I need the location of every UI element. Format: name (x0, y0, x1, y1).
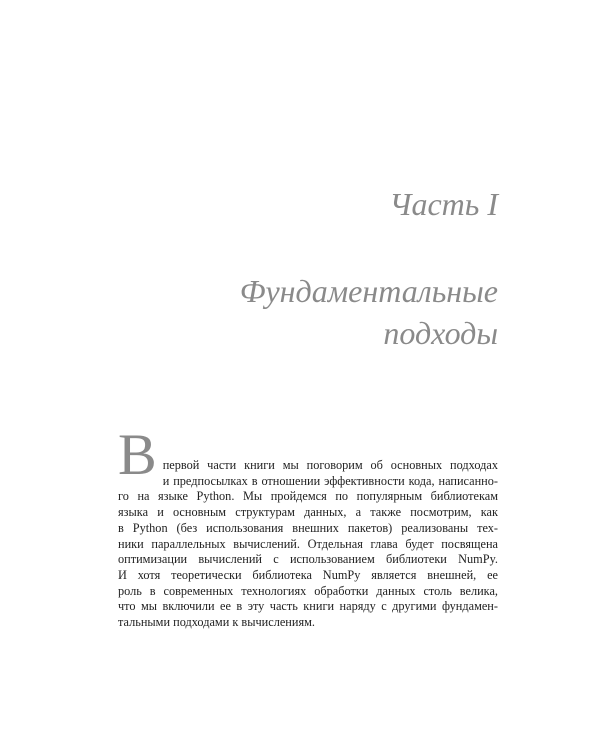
part-title-line: подходы (383, 315, 498, 351)
drop-cap: В (118, 422, 157, 487)
intro-line: роль в современных технологиях обработки данных столь велика, (118, 583, 498, 598)
intro-line: ники параллельных вычислений. Отдельная глава будет посвящена (118, 536, 498, 551)
intro-line: оптимизации вычислений с использованием библиотеки NumPy. (118, 552, 498, 567)
intro-line: и предпосылках в отношении эффективности кода, написанно- (162, 473, 498, 488)
part-title (240, 270, 498, 354)
intro-line: И хотя теоретически библиотека NumPy является внешней, ее (118, 567, 498, 582)
intro-line: тальными подходами к вычислениям. (118, 615, 315, 630)
intro-line: что мы включили ее в эту часть книги наряду с другими фундамен- (118, 599, 498, 614)
intro-line: языка и основным структурам данных, а также посмотрим, как (118, 505, 498, 520)
intro-paragraph (118, 422, 498, 631)
intro-line: первой части книги мы поговорим об основных подходах (162, 458, 498, 472)
intro-line: в Python (без использования внешних пакетов) реализованы тех- (118, 520, 498, 535)
intro-line: го на языке Python. Мы пройдемся по популярным библиотекам (118, 489, 498, 504)
part-label: Часть I (389, 186, 498, 222)
part-title-line: Фундаментальные (239, 273, 498, 309)
